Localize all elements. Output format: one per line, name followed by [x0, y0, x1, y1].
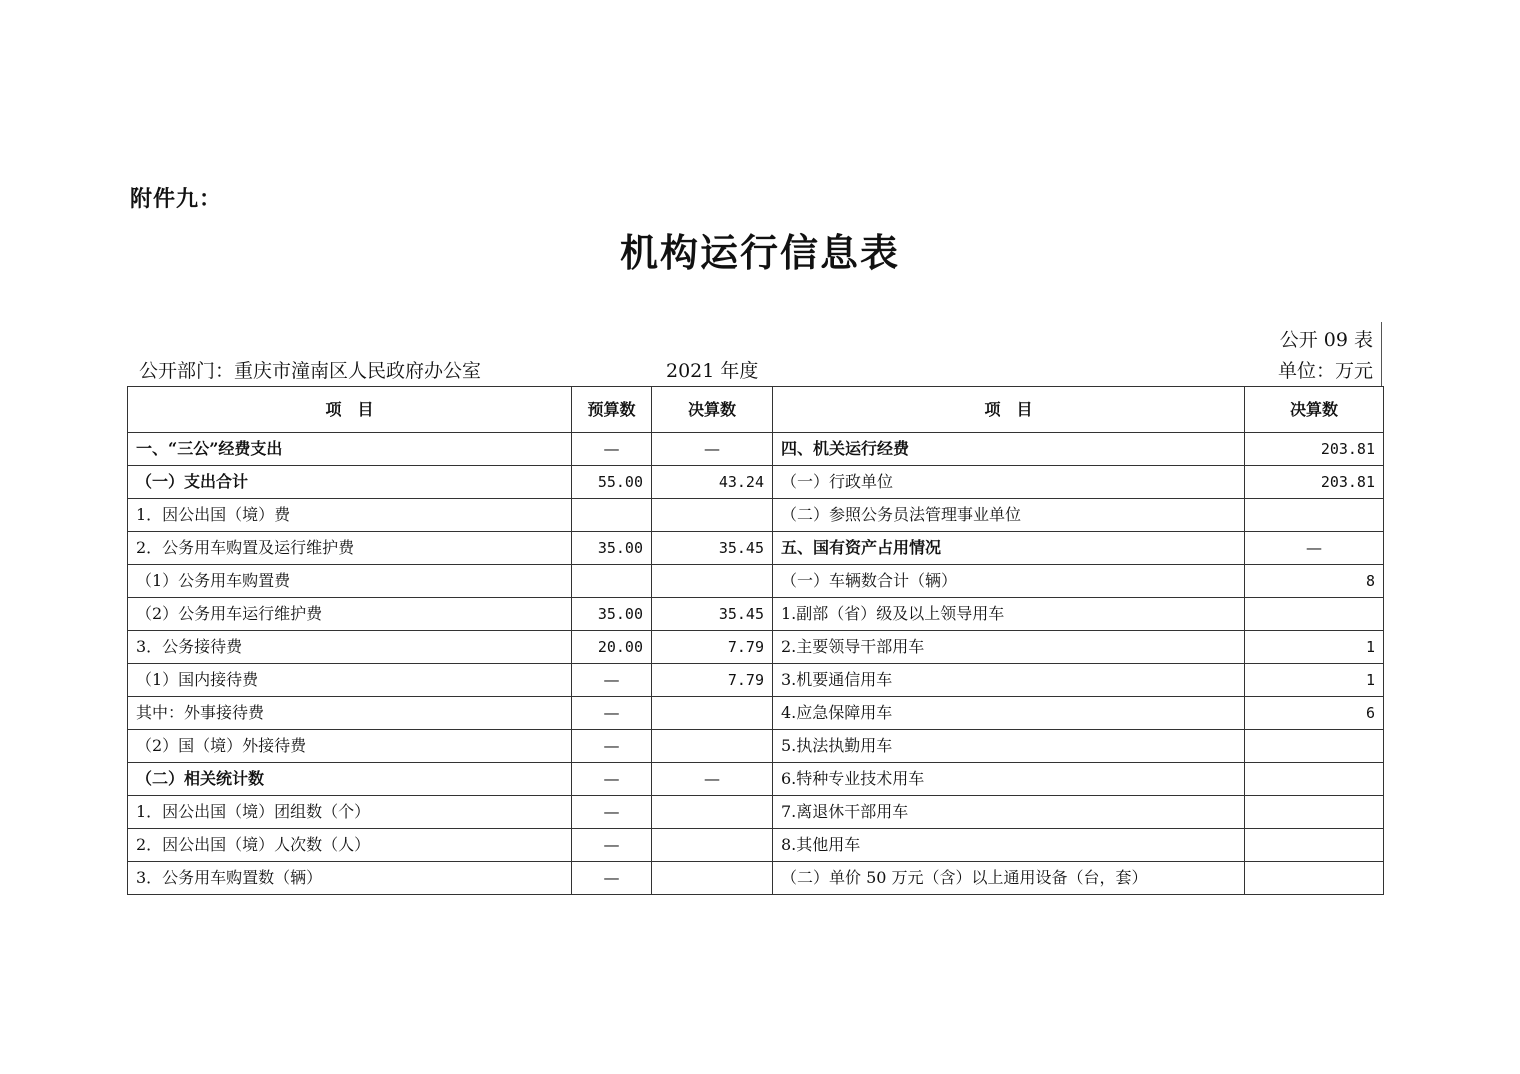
row-budget-value: —	[572, 730, 652, 763]
form-code: 公开 09 表	[1279, 329, 1373, 351]
row-final-value: 7.79	[652, 631, 773, 664]
row-item-left: 其中：外事接待费	[128, 697, 572, 730]
row-item-left: 3．公务用车购置数（辆）	[128, 862, 572, 895]
row-item-right: 6.特种专业技术用车	[773, 763, 1245, 796]
row-item-right: （二）单价 50 万元（含）以上通用设备（台，套）	[773, 862, 1245, 895]
table-row	[128, 697, 1384, 730]
row-final-value	[652, 730, 773, 763]
table-row	[128, 499, 1384, 532]
attachment-label: 附件九：	[130, 186, 223, 212]
table-row	[128, 466, 1384, 499]
row-final-value-right: 203.81	[1245, 466, 1384, 499]
row-final-value-right: 1	[1245, 631, 1384, 664]
row-item-left: 2．因公出国（境）人次数（人）	[128, 829, 572, 862]
row-item-left: 3．公务接待费	[128, 631, 572, 664]
row-budget-value: —	[572, 829, 652, 862]
row-budget-value: 35.00	[572, 532, 652, 565]
row-budget-value: 55.00	[572, 466, 652, 499]
row-item-left: 1．因公出国（境）团组数（个）	[128, 796, 572, 829]
row-final-value: 35.45	[652, 598, 773, 631]
row-final-value-right: 6	[1245, 697, 1384, 730]
row-budget-value: —	[572, 763, 652, 796]
row-item-left: 1．因公出国（境）费	[128, 499, 572, 532]
column-header-final: 决算数	[652, 387, 773, 433]
row-budget-value: 20.00	[572, 631, 652, 664]
row-final-value	[652, 796, 773, 829]
row-final-value-right: —	[1245, 532, 1384, 565]
row-budget-value: —	[572, 664, 652, 697]
row-final-value-right	[1245, 598, 1384, 631]
table-header-row	[128, 387, 1384, 433]
row-final-value: 43.24	[652, 466, 773, 499]
row-item-right: （二）参照公务员法管理事业单位	[773, 499, 1245, 532]
table-row	[128, 730, 1384, 763]
row-final-value	[652, 829, 773, 862]
row-budget-value	[572, 499, 652, 532]
row-item-right: 7.离退休干部用车	[773, 796, 1245, 829]
row-final-value	[652, 565, 773, 598]
row-item-right: 8.其他用车	[773, 829, 1245, 862]
row-budget-value: —	[572, 433, 652, 466]
row-final-value-right	[1245, 499, 1384, 532]
row-final-value	[652, 697, 773, 730]
fiscal-year: 2021 年度	[666, 360, 759, 382]
table-row	[128, 796, 1384, 829]
institution-operation-table	[127, 386, 1384, 895]
row-budget-value: —	[572, 697, 652, 730]
column-header-budget: 预算数	[572, 387, 652, 433]
row-final-value: —	[652, 763, 773, 796]
row-item-left: （2）国（境）外接待费	[128, 730, 572, 763]
row-final-value	[652, 862, 773, 895]
row-final-value: 7.79	[652, 664, 773, 697]
unit-label: 单位：万元	[1277, 360, 1373, 382]
row-item-right: 3.机要通信用车	[773, 664, 1245, 697]
column-header-final-right: 决算数	[1245, 387, 1384, 433]
column-header-item: 项 目	[128, 387, 572, 433]
row-final-value: 35.45	[652, 532, 773, 565]
row-item-left: 2．公务用车购置及运行维护费	[128, 532, 572, 565]
row-item-right: 2.主要领导干部用车	[773, 631, 1245, 664]
row-budget-value: —	[572, 796, 652, 829]
row-final-value: —	[652, 433, 773, 466]
row-item-right: 五、国有资产占用情况	[773, 532, 1245, 565]
table-row	[128, 433, 1384, 466]
row-final-value-right: 203.81	[1245, 433, 1384, 466]
table-row	[128, 763, 1384, 796]
row-final-value-right: 8	[1245, 565, 1384, 598]
row-final-value-right	[1245, 730, 1384, 763]
row-final-value-right	[1245, 862, 1384, 895]
row-item-right: 四、机关运行经费	[773, 433, 1245, 466]
row-item-left: （2）公务用车运行维护费	[128, 598, 572, 631]
table-row	[128, 862, 1384, 895]
row-budget-value: —	[572, 862, 652, 895]
row-item-right: 5.执法执勤用车	[773, 730, 1245, 763]
row-budget-value	[572, 565, 652, 598]
row-final-value-right	[1245, 829, 1384, 862]
row-item-right: （一）车辆数合计（辆）	[773, 565, 1245, 598]
table-row	[128, 829, 1384, 862]
table-row	[128, 565, 1384, 598]
row-item-left: （一）支出合计	[128, 466, 572, 499]
row-budget-value: 35.00	[572, 598, 652, 631]
table-row	[128, 532, 1384, 565]
column-header-item-right: 项 目	[773, 387, 1245, 433]
table-row	[128, 664, 1384, 697]
row-item-left: 一、“三公”经费支出	[128, 433, 572, 466]
table-row	[128, 631, 1384, 664]
table-row	[128, 598, 1384, 631]
row-item-left: （二）相关统计数	[128, 763, 572, 796]
row-final-value	[652, 499, 773, 532]
header-divider	[1381, 322, 1382, 386]
page-title: 机构运行信息表	[619, 230, 900, 275]
row-final-value-right: 1	[1245, 664, 1384, 697]
row-item-left: （1）国内接待费	[128, 664, 572, 697]
department-label: 公开部门：重庆市潼南区人民政府办公室	[139, 360, 482, 382]
row-final-value-right	[1245, 796, 1384, 829]
row-item-right: 1.副部（省）级及以上领导用车	[773, 598, 1245, 631]
row-item-left: （1）公务用车购置费	[128, 565, 572, 598]
row-final-value-right	[1245, 763, 1384, 796]
row-item-right: 4.应急保障用车	[773, 697, 1245, 730]
row-item-right: （一）行政单位	[773, 466, 1245, 499]
